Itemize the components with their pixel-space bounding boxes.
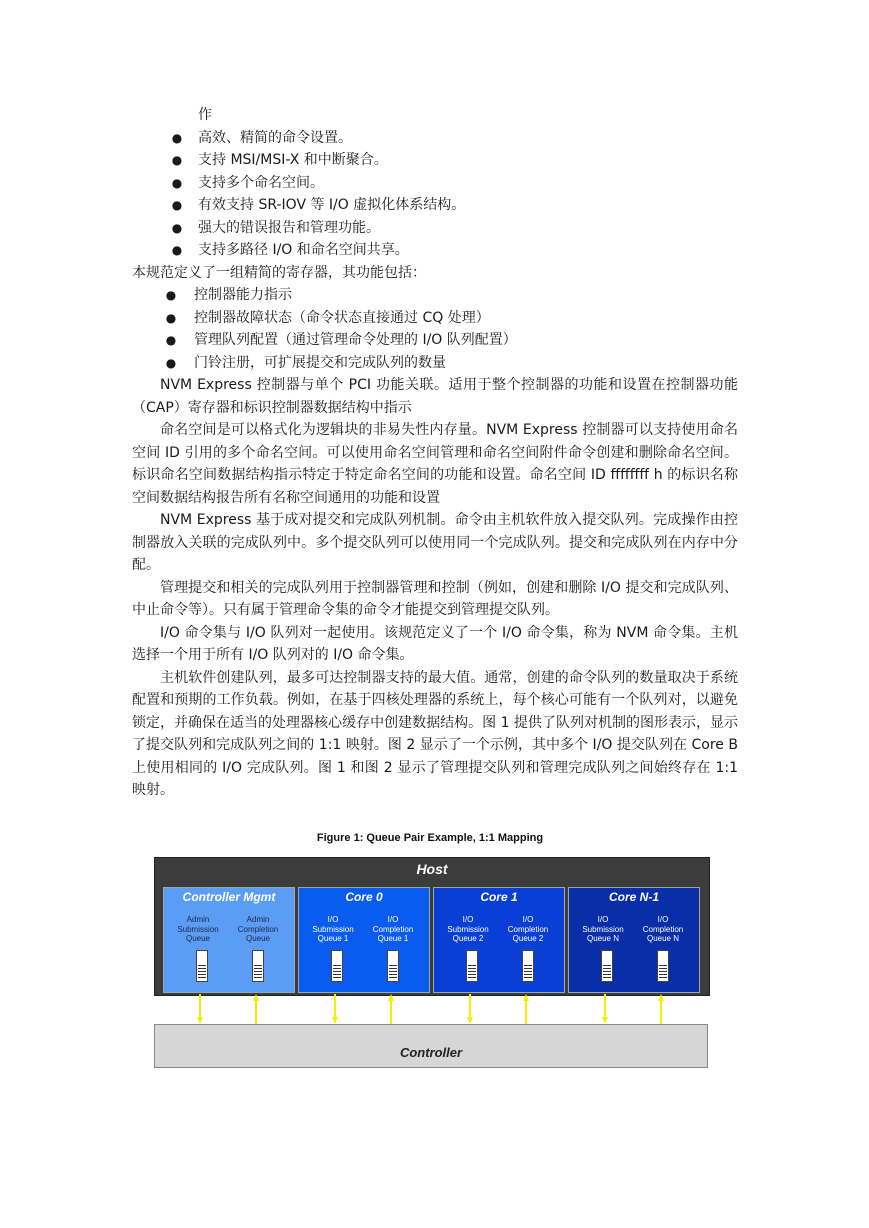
arrow-up-icon — [523, 994, 529, 1001]
submission-queue-label: I/O Submission Queue N — [582, 915, 624, 943]
submission-queue-label: I/O Submission Queue 2 — [447, 915, 489, 943]
arrow-up-icon — [388, 994, 394, 1001]
arrow-down-icon — [197, 1017, 203, 1024]
paragraph-admin-queues: 管理提交和相关的完成队列用于控制器管理和控制（例如，创建和删除 I/O 提交和完成队列、中止命令等）。只有属于管理命令集的命令才能提交到管理提交队列。 — [132, 579, 738, 618]
arrow-up-icon — [253, 994, 259, 1001]
feature-bullet-2: ● 支持 MSI/MSI-X 和中断聚合。 — [132, 149, 738, 172]
arrow-up-icon — [658, 994, 664, 1001]
bullet-dot-icon: ● — [171, 243, 183, 257]
register-bullet-3: ● 管理队列配置（通过管理命令处理的 I/O 队列配置） — [132, 329, 738, 352]
paragraph-queue-creation: 主机软件创建队列，最多可达控制器支持的最大值。通常，创建的命令队列的数量取决于系统配置和预期的工作负载。例如，在基于四核处理器的系统上，每个核心可能有一个队列对，以避免锁定，并确保在适当的处理器核心缓存中创建数据结构。图 1 提供了队列对机制的图形表示，显示了提交队列和完成队列之间的 1:1 映射。图 2 显示了一个示例，其中多个 I/O 提交队列在 Core B 上使用相同的 I/O 完成队列。图 1 和图 2 显示了管理提交队列和管理完成队列之间始终存在 1:1 映射。 — [132, 669, 738, 798]
register-bullet-2: ● 控制器故障状态（命令状态直接通过 CQ 处理） — [132, 307, 738, 330]
registers-intro: 本规范定义了一组精简的寄存器，其功能包括： — [132, 264, 426, 281]
completion-queue-label: Admin Completion Queue — [237, 915, 279, 943]
arrow-down-icon — [467, 1017, 473, 1024]
core-title: Core 1 — [480, 890, 518, 904]
feature-bullet-1: ● 高效、精简的命令设置。 — [132, 127, 738, 150]
host-label: Host — [416, 861, 448, 877]
bullet-dot-icon: ● — [165, 310, 177, 325]
bullet-dot-icon: ● — [171, 220, 183, 235]
arrow-down-icon — [332, 1017, 338, 1024]
completion-queue-label: I/O Completion Queue 1 — [372, 915, 414, 943]
feature-bullet-6: ● 支持多路径 I/O 和命名空间共享。 — [132, 239, 738, 262]
register-bullet-4: ● 门铃注册，可扩展提交和完成队列的数量 — [132, 352, 738, 375]
submission-queue-label: I/O Submission Queue 1 — [312, 915, 354, 943]
paragraph-queue-mechanism: NVM Express 基于成对提交和完成队列机制。命令由主机软件放入提交队列。完成操作由控制器放入关联的完成队列中。多个提交队列可以使用同一个完成队列。提交和完成队列在内存中分配。 — [132, 512, 738, 573]
body-text — [132, 104, 738, 802]
register-bullet-1: ● 控制器能力指示 — [132, 284, 738, 307]
bullet-dot-icon: ● — [171, 198, 183, 212]
core-title: Core N-1 — [608, 890, 659, 904]
feature-bullet-3: ● 支持多个命名空间。 — [132, 172, 738, 195]
feature-bullet-4: ● 有效支持 SR-IOV 等 I/O 虚拟化体系结构。 — [132, 194, 738, 217]
paragraph-controller: NVM Express 控制器与单个 PCI 功能关联。适用于整个控制器的功能和设置在控制器功能（CAP）寄存器和标识控制器数据结构中指示 — [132, 377, 738, 416]
bullet-dot-icon: ● — [165, 355, 177, 370]
bullet-dot-icon: ● — [171, 130, 183, 145]
core-title: Controller Mgmt — [182, 890, 276, 904]
bullet-dot-icon: ● — [165, 333, 177, 347]
completion-queue-label: I/O Completion Queue 2 — [507, 915, 549, 943]
arrow-down-icon — [602, 1017, 608, 1024]
continued-line: 作 — [198, 107, 212, 123]
submission-queue-label: Admin Submission Queue — [177, 915, 219, 943]
paragraph-io-command-set: I/O 命令集与 I/O 队列对一起使用。该规范定义了一个 I/O 命令集，称为 NVM 命令集。主机选择一个用于所有 I/O 队列对的 I/O 命令集。 — [132, 624, 738, 663]
bullet-dot-icon: ● — [165, 288, 177, 302]
bullet-dot-icon: ● — [171, 153, 183, 167]
controller-label: Controller — [399, 1045, 463, 1060]
queue-pair-figure — [152, 832, 708, 1068]
bullet-dot-icon: ● — [171, 175, 183, 190]
paragraph-namespace: 命名空间是可以格式化为逻辑块的非易失性内存量。NVM Express 控制器可以支持使用命名空间 ID 引用的多个命名空间。可以使用命名空间管理和命名空间附件命令创建和删除命名空间。标识命名空间数据结构指示特定于特定命名空间的功能和设置。命名空间 ID ffffffff h 的标识名称空间数据结构报告所有名称空间通用的功能和设置 — [132, 422, 738, 506]
figure-title: Figure 1: Queue Pair Example, 1:1 Mapping — [316, 832, 544, 844]
completion-queue-label: I/O Completion Queue N — [642, 915, 684, 943]
feature-bullet-5: ● 强大的错误报告和管理功能。 — [132, 217, 738, 240]
queue-arrows — [152, 832, 708, 1068]
core-title: Core 0 — [345, 890, 383, 904]
